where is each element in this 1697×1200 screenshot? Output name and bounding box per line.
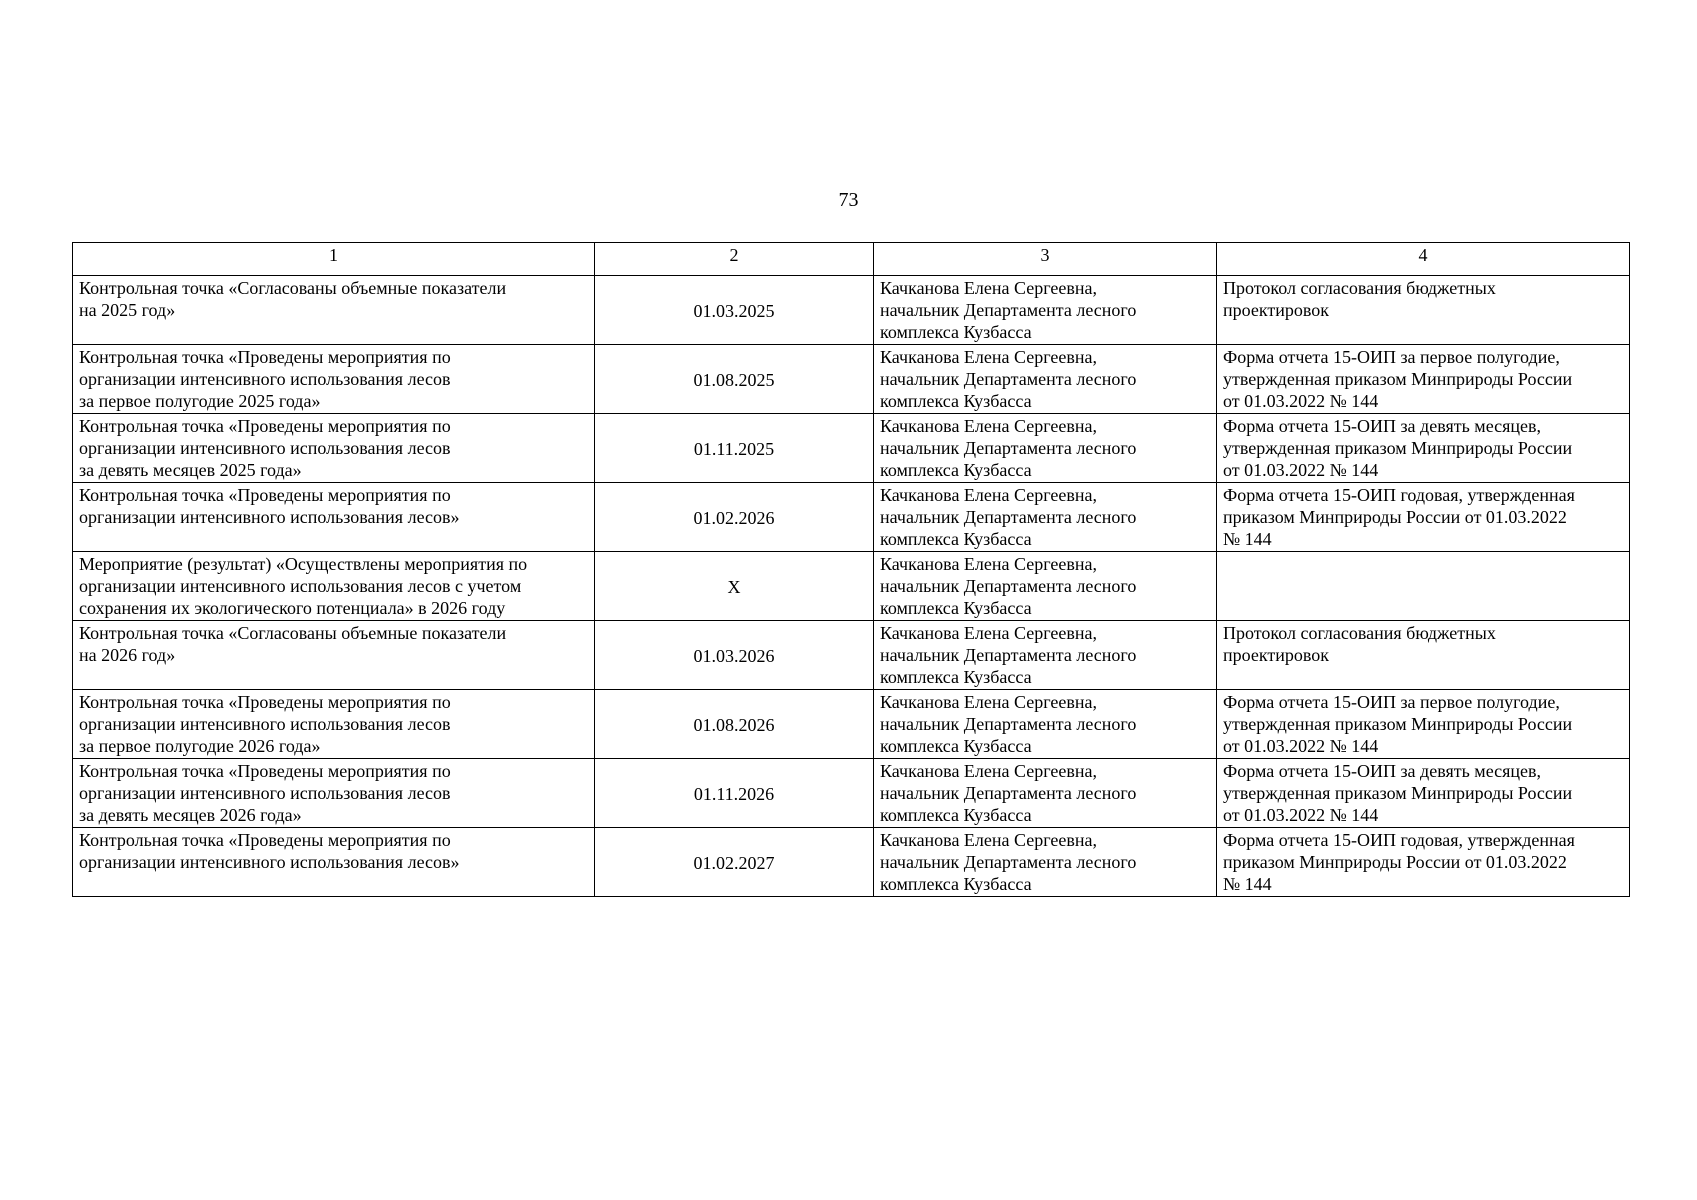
- date-cell: [595, 552, 874, 621]
- responsible-cell: [874, 690, 1217, 759]
- table-header-row: [73, 243, 1630, 276]
- event-cell: [73, 276, 595, 345]
- responsible-cell: [874, 345, 1217, 414]
- event-text: Контрольная точка «Проведены мероприятия по организации интенсивного использования лесов за первое полугодие 2025 года»: [79, 347, 451, 411]
- event-text: Контрольная точка «Проведены мероприятия по организации интенсивного использования лесов за девять месяцев 2025 года»: [79, 416, 451, 480]
- document-cell: [1217, 552, 1630, 621]
- date-text: 01.11.2026: [693, 783, 775, 804]
- event-cell: [73, 759, 595, 828]
- event-cell: [73, 690, 595, 759]
- document-text: Форма отчета 15-ОИП за девять месяцев, утвержденная приказом Минприроды России от 01.03.2022 № 144: [1223, 761, 1573, 825]
- table-row: [73, 276, 1630, 345]
- event-cell: [73, 828, 595, 897]
- responsible-text: Качканова Елена Сергеевна, начальник Департамента лесного комплекса Кузбасса: [880, 761, 1137, 825]
- document-text: Форма отчета 15-ОИП за девять месяцев, утвержденная приказом Минприроды России от 01.03.2022 № 144: [1223, 416, 1573, 480]
- column-header-1: 1: [73, 243, 595, 276]
- document-cell: [1217, 621, 1630, 690]
- column-header-2: 2: [595, 243, 874, 276]
- document-text: Протокол согласования бюджетных проектировок: [1223, 623, 1496, 665]
- responsible-cell: [874, 828, 1217, 897]
- responsible-cell: [874, 621, 1217, 690]
- date-text: 01.03.2026: [693, 645, 775, 666]
- table-row: [73, 621, 1630, 690]
- date-cell: [595, 759, 874, 828]
- responsible-text: Качканова Елена Сергеевна, начальник Департамента лесного комплекса Кузбасса: [880, 347, 1137, 411]
- table-row: [73, 345, 1630, 414]
- page-number: 73: [838, 189, 859, 211]
- date-cell: [595, 621, 874, 690]
- date-cell: [595, 345, 874, 414]
- document-text: Форма отчета 15-ОИП годовая, утвержденная приказом Минприроды России от 01.03.2022 № 144: [1223, 485, 1575, 549]
- schedule-table: [72, 242, 1630, 897]
- event-text: Контрольная точка «Проведены мероприятия по организации интенсивного использования лесов»: [79, 485, 460, 527]
- date-text: 01.11.2025: [693, 438, 775, 459]
- document-text: Протокол согласования бюджетных проектировок: [1223, 278, 1496, 320]
- table-row: [73, 759, 1630, 828]
- event-cell: [73, 414, 595, 483]
- event-cell: [73, 345, 595, 414]
- document-cell: [1217, 828, 1630, 897]
- document-cell: [1217, 483, 1630, 552]
- date-text: 01.08.2026: [693, 714, 775, 735]
- event-cell: [73, 621, 595, 690]
- event-cell: [73, 552, 595, 621]
- event-cell: [73, 483, 595, 552]
- date-text: X: [727, 576, 741, 597]
- document-cell: [1217, 690, 1630, 759]
- date-cell: [595, 483, 874, 552]
- column-header-3: 3: [874, 243, 1217, 276]
- document-cell: [1217, 276, 1630, 345]
- table-row: [73, 414, 1630, 483]
- responsible-text: Качканова Елена Сергеевна, начальник Департамента лесного комплекса Кузбасса: [880, 692, 1137, 756]
- table-row: [73, 483, 1630, 552]
- event-text: Контрольная точка «Проведены мероприятия по организации интенсивного использования лесов за девять месяцев 2026 года»: [79, 761, 451, 825]
- responsible-text: Качканова Елена Сергеевна, начальник Департамента лесного комплекса Кузбасса: [880, 278, 1137, 342]
- table-row: [73, 828, 1630, 897]
- document-cell: [1217, 759, 1630, 828]
- event-text: Контрольная точка «Согласованы объемные показатели на 2026 год»: [79, 623, 507, 665]
- document-text: Форма отчета 15-ОИП за первое полугодие, утвержденная приказом Минприроды России от 01.03.2022 № 144: [1223, 692, 1573, 756]
- responsible-text: Качканова Елена Сергеевна, начальник Департамента лесного комплекса Кузбасса: [880, 623, 1137, 687]
- responsible-text: Качканова Елена Сергеевна, начальник Департамента лесного комплекса Кузбасса: [880, 416, 1137, 480]
- responsible-text: Качканова Елена Сергеевна, начальник Департамента лесного комплекса Кузбасса: [880, 485, 1137, 549]
- date-cell: [595, 276, 874, 345]
- document-cell: [1217, 345, 1630, 414]
- date-text: 01.08.2025: [693, 369, 775, 390]
- responsible-cell: [874, 552, 1217, 621]
- responsible-cell: [874, 483, 1217, 552]
- table-row: [73, 552, 1630, 621]
- responsible-cell: [874, 414, 1217, 483]
- event-text: Мероприятие (результат) «Осуществлены мероприятия по организации интенсивного использования лесов с учетом сохранения их экологического потенциала» в 2026 году: [79, 554, 528, 618]
- responsible-text: Качканова Елена Сергеевна, начальник Департамента лесного комплекса Кузбасса: [880, 830, 1137, 894]
- document-text: Форма отчета 15-ОИП за первое полугодие, утвержденная приказом Минприроды России от 01.03.2022 № 144: [1223, 347, 1573, 411]
- date-text: 01.02.2027: [693, 852, 775, 873]
- document-cell: [1217, 414, 1630, 483]
- table-row: [73, 690, 1630, 759]
- document-text: Форма отчета 15-ОИП годовая, утвержденная приказом Минприроды России от 01.03.2022 № 144: [1223, 830, 1575, 894]
- date-text: 01.02.2026: [693, 507, 775, 528]
- responsible-text: Качканова Елена Сергеевна, начальник Департамента лесного комплекса Кузбасса: [880, 554, 1137, 618]
- date-cell: [595, 414, 874, 483]
- event-text: Контрольная точка «Согласованы объемные показатели на 2025 год»: [79, 278, 507, 320]
- event-text: Контрольная точка «Проведены мероприятия по организации интенсивного использования лесов за первое полугодие 2026 года»: [79, 692, 451, 756]
- date-cell: [595, 690, 874, 759]
- date-text: 01.03.2025: [693, 300, 775, 321]
- responsible-cell: [874, 759, 1217, 828]
- event-text: Контрольная точка «Проведены мероприятия по организации интенсивного использования лесов»: [79, 830, 460, 872]
- responsible-cell: [874, 276, 1217, 345]
- column-header-4: 4: [1217, 243, 1630, 276]
- date-cell: [595, 828, 874, 897]
